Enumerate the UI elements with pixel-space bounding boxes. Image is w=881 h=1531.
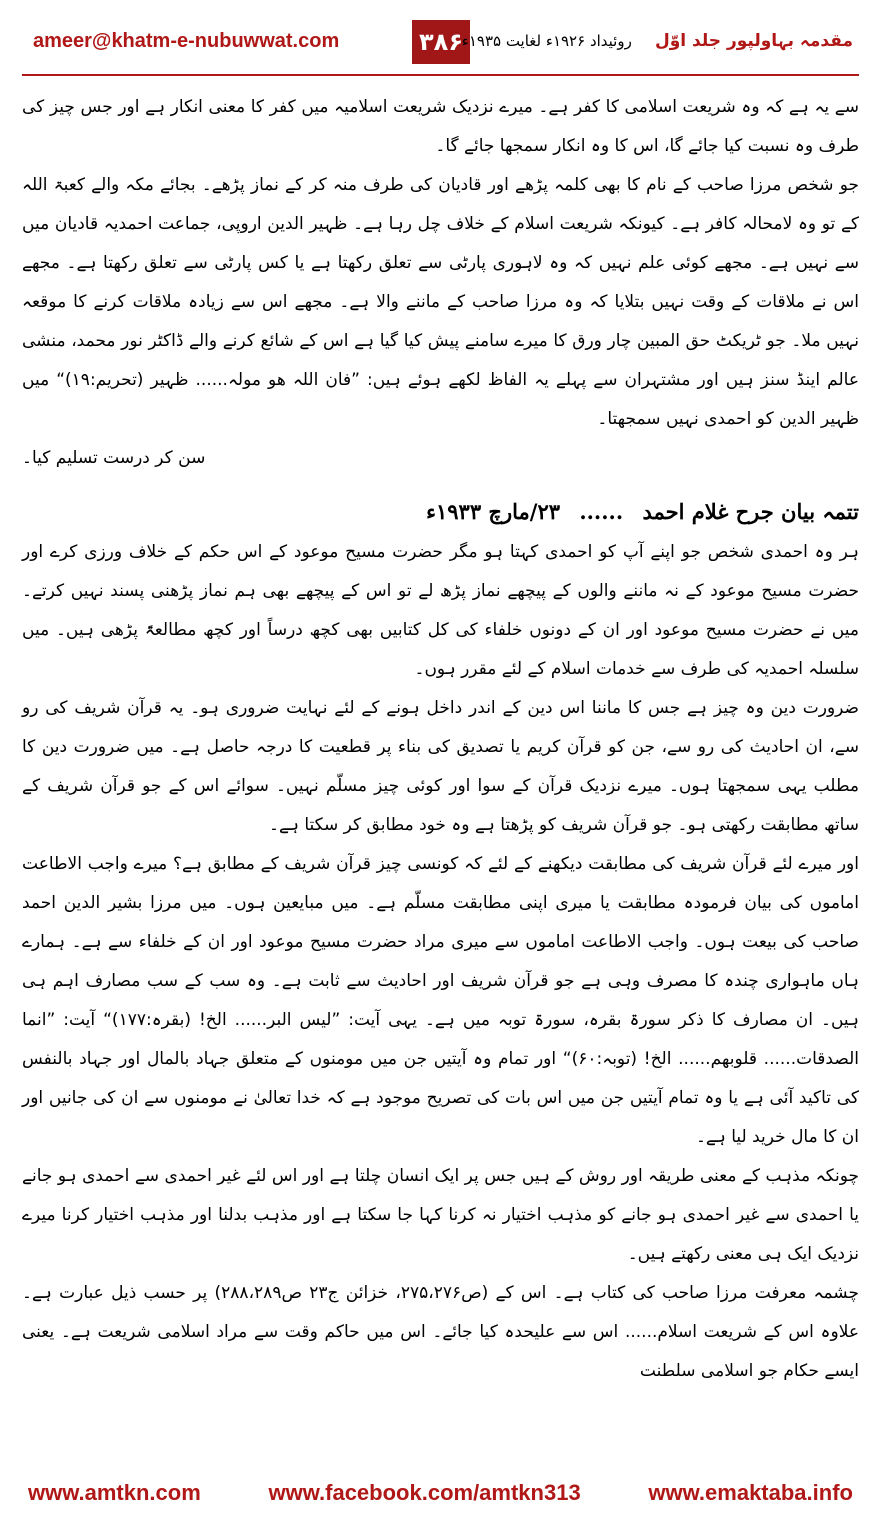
section-heading [22,492,859,531]
header-divider [22,74,859,76]
page-footer [0,1480,881,1516]
signature-row [22,439,859,478]
header-title [462,30,853,51]
heading-dots: ...... [579,499,624,524]
paragraph: جو شخص مرزا صاحب کے نام کا بھی کلمہ پڑھے اور قادیان کی طرف منہ کر کے نماز پڑھے۔ بجائے مکہ والے کعبۃ اللہ کے تو وہ لامحالہ کافر ہے۔ کیونکہ شریعت اسلام کے خلاف چل رہا ہے۔ ظہیر الدین اروپی، جماعت احمدیہ قادیان میں سے نہیں ہے۔ مجھے کوئی علم نہیں کہ وہ لاہوری پارٹی سے تعلق رکھتا ہے یا کس پارٹی سے تعلق رکھتا ہے۔ مجھے اس نے ملاقات کے وقت نہیں بتلایا کہ وہ مرزا صاحب کے ماننے والا ہے۔ مجھے اس سے زیادہ ملاقات کرنے کا موقعہ نہیں ملا۔ جو ٹریکٹ حق المبین چار ورق کا میرے سامنے پیش کیا گیا ہے اس کے شائع کرنے والے ڈاکٹر نور محمد، منشی عالم اینڈ سنز ہیں اور مشتہران سے پہلے یہ الفاظ لکھے ہوئے ہیں: ”فان اللہ ھو مولہ...... ظہیر (تحریم:۱۹)“ میں ظہیر الدین کو احمدی نہیں سمجھتا۔ [22,175,859,429]
header-email-link[interactable]: ameer@khatm-e-nubuwwat.com [33,30,340,52]
heading-title: تتمہ بیان جرح غلام احمد [642,499,859,524]
paragraph: ضرورت دین وہ چیز ہے جس کا ماننا اس دین کے اندر داخل ہونے کے لئے نہایت ضروری ہو۔ یہ قرآن شریف کی رو سے، ان احادیث کی رو سے، جن کو قرآن کریم یا تصدیق کی بناء پر قطعیت کا درجہ حاصل ہے۔ میں ضرورت دین کا مطلب یہی سمجھتا ہوں۔ میرے نزدیک قرآن کے سوا اور کوئی چیز مسلّم نہیں۔ سوائے اس کے جو قرآن شریف کے ساتھ مطابقت رکھتی ہو۔ جو قرآن شریف کو پڑھتا ہے وہ خود مطابق کر سکتا ہے۔ [22,698,859,835]
book-period: روئیداد ۱۹۲۶ء لغایت ۱۹۳۵ء [461,32,632,50]
footer-link-website[interactable]: www.amtkn.com [28,1480,201,1505]
page-header [0,0,881,80]
document-body [22,88,859,1391]
book-title: مقدمہ بہاولپور جلد اوّل [654,31,853,51]
paragraph: چونکہ مذہب کے معنی طریقہ اور روش کے ہیں جس پر ایک انسان چلتا ہے اور اس لئے غیر احمدی سے احمدی ہو جانے یا احمدی سے غیر احمدی ہو جانے کو مذہب اختیار نہ کرنا کہا جا سکتا ہے اور مذہب بدلنا اور مذہب اختیار کرنا میرے نزدیک ایک ہی معنی رکھتے ہیں۔ [22,1166,859,1264]
page-number: ۳۸۶ [412,20,470,64]
paragraph: اور میرے لئے قرآن شریف کی مطابقت دیکھنے کے لئے کہ کونسی چیز قرآن شریف کے مطابق ہے؟ میرے واجب الاطاعت اماموں کی بیان فرمودہ مطابقت یا میری اپنی مطابقت مسلّم ہے۔ میں مبایعین ہوں۔ میں مرزا بشیر الدین احمد صاحب کی بیعت ہوں۔ واجب الاطاعت اماموں سے میری مراد حضرت مسیح موعود اور ان کے خلفاء سے ہے۔ ہمارے ہاں ماہواری چندہ کا مصرف وہی ہے جو قرآن شریف اور احادیث سے ثابت ہے۔ وہ سب کے سب مصارف اہم ہی ہیں۔ ان مصارف کا ذکر سورۃ بقرہ، سورۃ توبہ میں ہے۔ یہی آیت: ”لیس البر...... الخ! (بقرہ:۱۷۷)“ آیت: ”انما الصدقات...... قلوبھم...... الخ! (توبہ:۶۰)“ اور تمام وہ آیتیں جن میں مومنوں کے متعلق جہاد بالمال اور جہاد بالنفس کی تاکید آئی ہے یا وہ تمام آیتیں جن میں اس بات کی تصریح موجود ہے کہ خدا تعالیٰ نے مومنوں سے ان کی جانیں اور ان کا مال خرید لیا ہے۔ [22,854,859,1147]
heading-date: ۲۳/مارچ ۱۹۳۳ء [426,499,560,524]
footer-link-facebook[interactable]: www.facebook.com/amtkn313 [268,1480,581,1505]
paragraph: ہر وہ احمدی شخص جو اپنے آپ کو احمدی کہتا ہو مگر حضرت مسیح موعود کے اس حکم کے خلاف ورزی کرے اور حضرت مسیح موعود کے نہ ماننے والوں کے پیچھے نماز پڑھ لے تو اس کے پیچھے بھی ہم نماز پڑھنی پسند نہیں کرتے۔ میں نے حضرت مسیح موعود اور ان کے دونوں خلفاء کی کل کتابیں بھی کچھ درساً اور کچھ مطالعۃً پڑھی ہیں۔ میں سلسلہ احمدیہ کی طرف سے خدمات اسلام کے لئے مقرر ہوں۔ [22,542,859,679]
paragraph: سے یہ ہے کہ وہ شریعت اسلامی کا کفر ہے۔ میرے نزدیک شریعت اسلامیہ میں کفر کا معنی انکار ہے اور جس چیز کی طرف وہ نسبت کیا جائے گا، اس کا وہ انکار سمجھا جائے گا۔ [22,97,859,156]
footer-link-emaktaba[interactable]: www.emaktaba.info [648,1480,853,1505]
paragraph: چشمہ معرفت مرزا صاحب کی کتاب ہے۔ اس کے (ص۲۷۵،۲۷۶، خزائن ج۲۳ ص۲۸۸،۲۸۹) پر حسب ذیل عبارت ہے۔ علاوہ اس کے شریعت اسلام...... اس سے علیحدہ کیا جائے۔ اس میں حاکم وقت سے مراد اسلامی شریعت ہے۔ یعنی ایسے حکام جو اسلامی سلطنت [22,1283,859,1381]
signature-note: سن کر درست تسلیم کیا۔ [22,448,206,468]
